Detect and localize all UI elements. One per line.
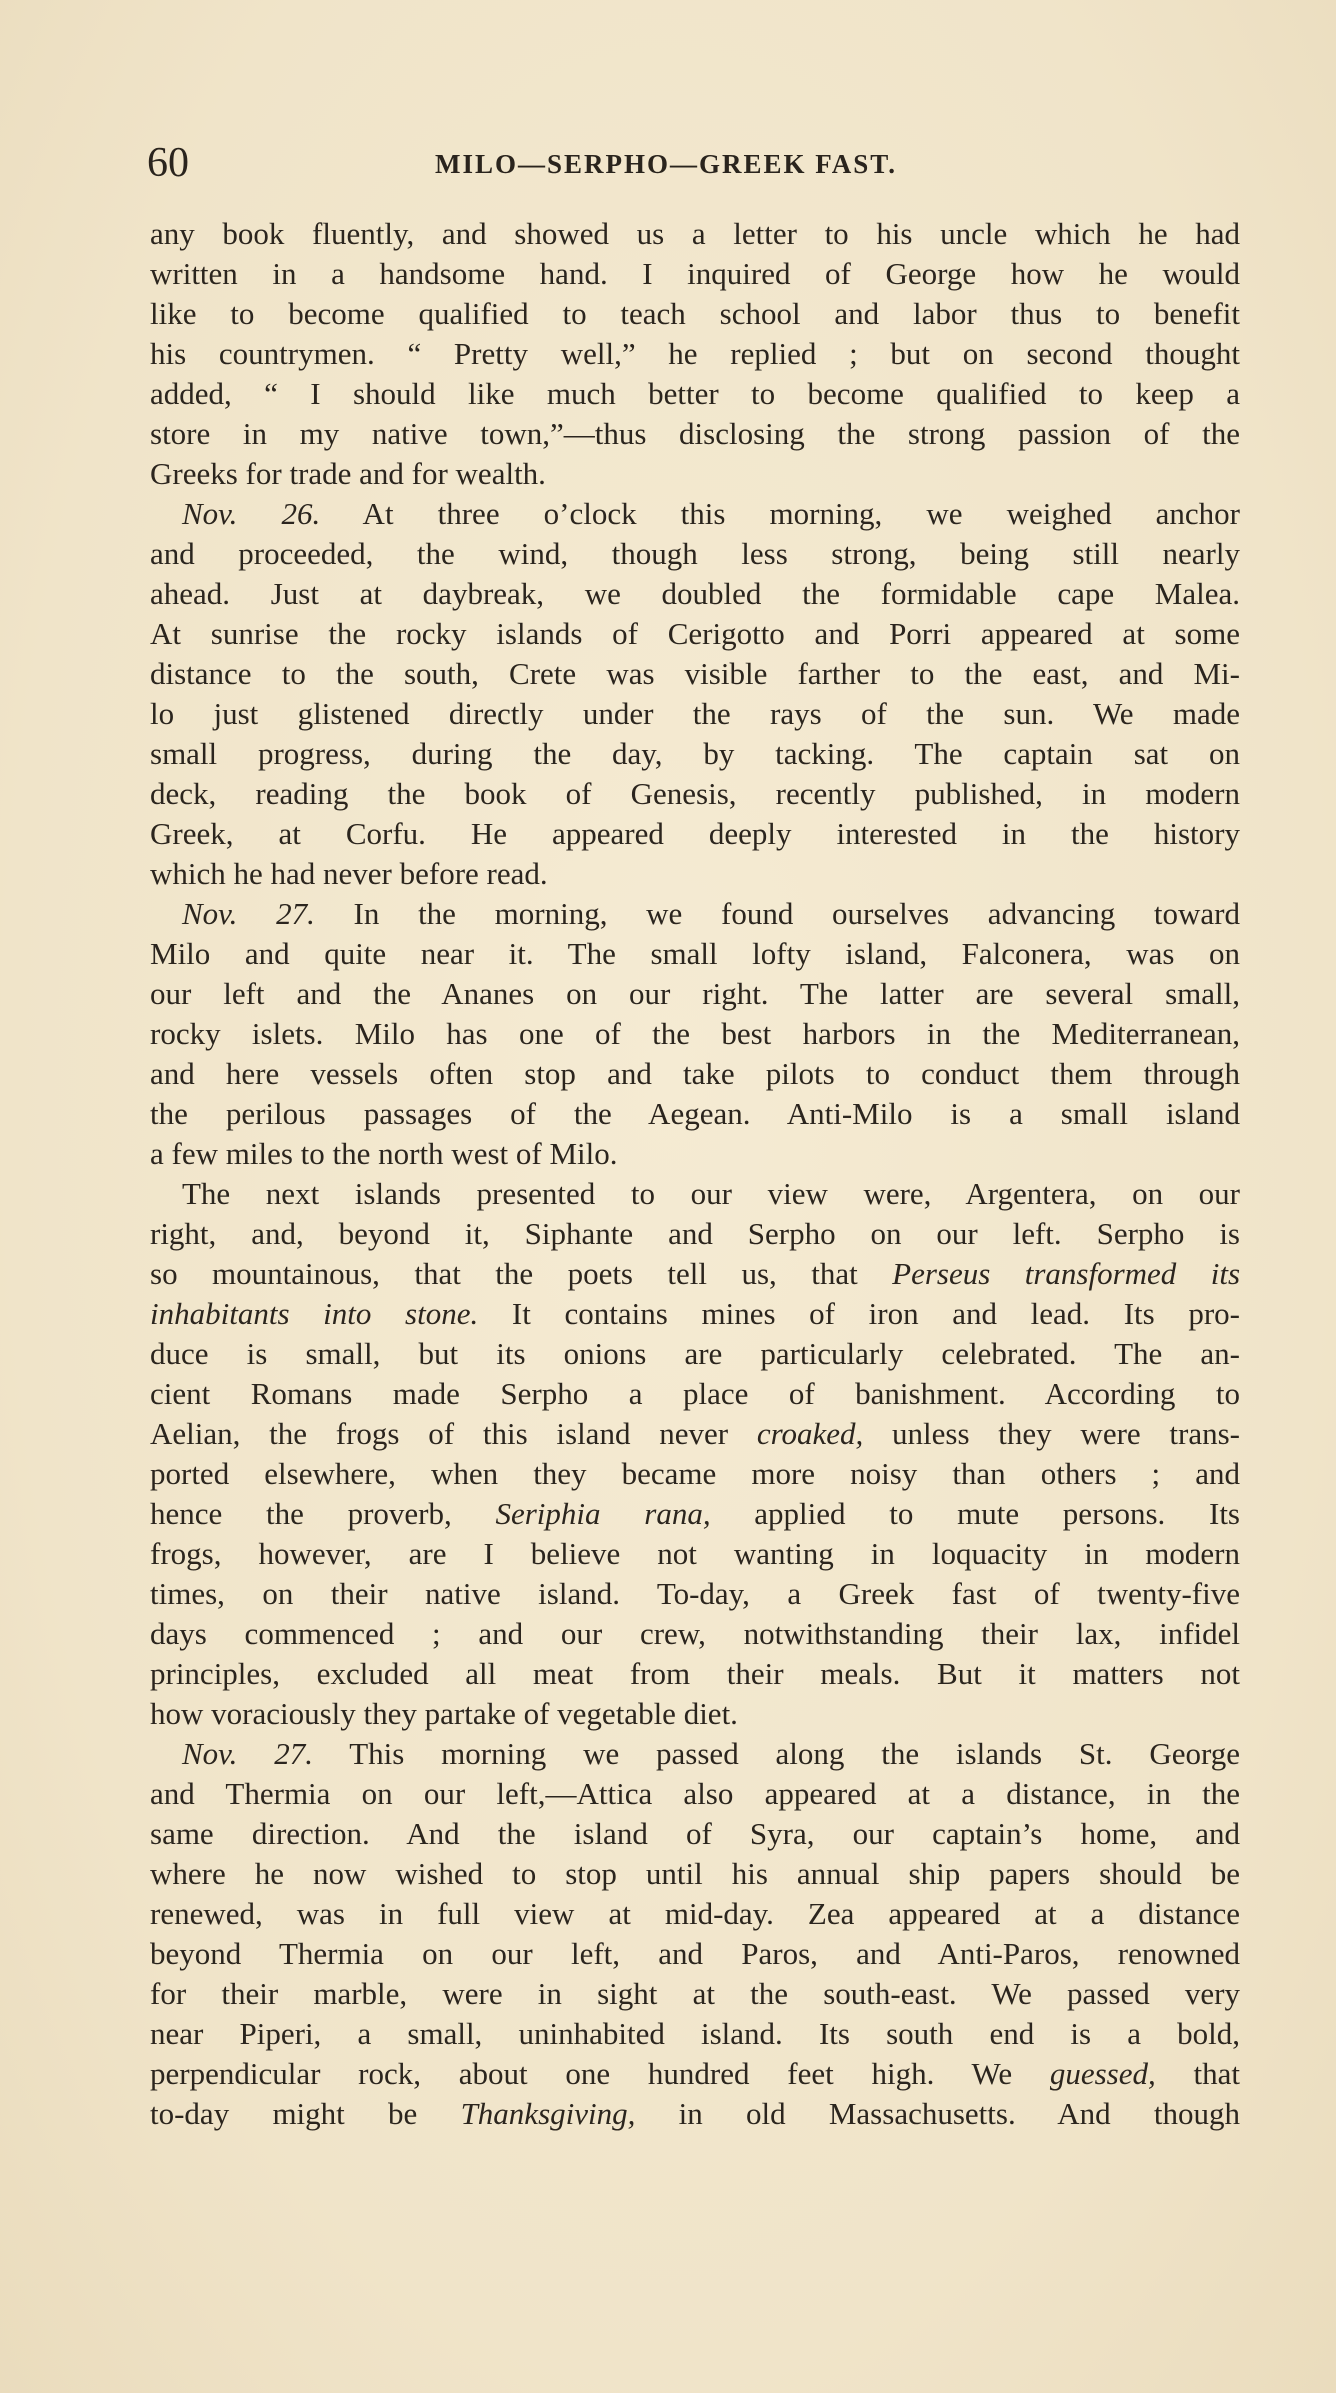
text-span: unless they were trans- [863,1416,1241,1451]
text-line: ahead. Just at daybreak, we doubled the formidable cape Malea. [150,576,1240,611]
text-line: which he had never before read. [150,856,548,891]
text-span: hence the proverb, [150,1496,496,1531]
text-line: his countrymen. “ Pretty well,” he replied ; but on second thought [150,336,1240,371]
text-line: small progress, during the day, by tacking. The captain sat on [150,736,1240,771]
text-line: At sunrise the rocky islands of Cerigotto and Porri appeared at some [150,616,1240,651]
italic-phrase: Thanksgiving, [460,2096,636,2131]
text-line [150,2054,1240,2094]
text-line: added, “ I should like much better to become qualified to keep a [150,376,1240,411]
text-line: right, and, beyond it, Siphante and Serpho on our left. Serpho is [150,1216,1240,1251]
text-line: for their marble, were in sight at the south-east. We passed very [150,1976,1240,2011]
text-line: same direction. And the island of Syra, our captain’s home, and [150,1816,1240,1851]
italic-phrase: Perseus transformed its [892,1256,1241,1291]
text-line [150,1494,1240,1534]
text-span: It contains mines of iron and lead. Its pro- [478,1296,1240,1331]
text-line [150,1734,1240,1774]
text-line: store in my native town,”—thus disclosing the strong passion of the [150,416,1240,451]
text-line: Greeks for trade and for wealth. [150,456,546,491]
text-line: and Thermia on our left,—Attica also appeared at a distance, in the [150,1776,1240,1811]
text-line: lo just glistened directly under the rays of the sun. We made [150,696,1240,731]
text-line [150,2094,1240,2134]
text-line: our left and the Ananes on our right. The latter are several small, [150,976,1240,1011]
text-line [150,1254,1240,1294]
text-line: the perilous passages of the Aegean. Anti-Milo is a small island [150,1096,1240,1131]
italic-phrase: Seriphia rana, [495,1496,711,1531]
text-line [150,1294,1240,1334]
text-line: Greek, at Corfu. He appeared deeply interested in the history [150,816,1240,851]
text-line: near Piperi, a small, uninhabited island. Its south end is a bold, [150,2016,1240,2051]
text-line: times, on their native island. To-day, a Greek fast of twenty-five [150,1576,1240,1611]
body-text [150,214,1240,2134]
date-label: Nov. 27. [182,1736,313,1771]
page-header [147,138,1237,188]
italic-phrase: inhabitants into stone. [150,1296,479,1331]
text-line: where he now wished to stop until his annual ship papers should be [150,1856,1240,1891]
date-label: Nov. 26. [182,496,321,531]
text-line: beyond Thermia on our left, and Paros, and Anti-Paros, renowned [150,1936,1240,1971]
text-line: days commenced ; and our crew, notwithstanding their lax, infidel [150,1616,1240,1651]
text-line [150,1414,1240,1454]
running-head: MILO—SERPHO—GREEK FAST. [435,149,898,179]
italic-phrase: guessed, [1049,2056,1156,2091]
text-line: frogs, however, are I believe not wanting in loquacity in modern [150,1536,1240,1571]
text-line: and proceeded, the wind, though less strong, being still nearly [150,536,1240,571]
text-line: duce is small, but its onions are particularly celebrated. The an- [150,1336,1240,1371]
text-line: renewed, was in full view at mid-day. Zea appeared at a distance [150,1896,1240,1931]
text-line: distance to the south, Crete was visible farther to the east, and Mi- [150,656,1240,691]
text-line: The next islands presented to our view were, Argentera, on our [182,1176,1240,1211]
text-line: how voraciously they partake of vegetable diet. [150,1696,738,1731]
text-line: written in a handsome hand. I inquired of George how he would [150,256,1240,291]
text-line [150,494,1240,534]
text-line [150,894,1240,934]
text-span: Aelian, the frogs of this island never [150,1416,757,1451]
text-span: At three o’clock this morning, we weighed anchor [320,496,1240,531]
text-span: so mountainous, that the poets tell us, that [150,1256,893,1291]
text-line: deck, reading the book of Genesis, recently published, in modern [150,776,1240,811]
text-span: applied to mute persons. Its [710,1496,1240,1531]
text-line: rocky islets. Milo has one of the best harbors in the Mediterranean, [150,1016,1240,1051]
text-span: This morning we passed along the islands St. George [312,1736,1240,1771]
page-number: 60 [147,140,189,186]
text-line: like to become qualified to teach school and labor thus to benefit [150,296,1240,331]
text-line: principles, excluded all meat from their meals. But it matters not [150,1656,1240,1691]
text-line: Milo and quite near it. The small lofty island, Falconera, was on [150,936,1240,971]
italic-phrase: croaked, [756,1416,864,1451]
text-span: in old Massachusetts. And though [635,2096,1240,2131]
text-span: to-day might be [150,2096,461,2131]
text-line: any book fluently, and showed us a letter to his uncle which he had [150,216,1240,251]
text-span: that [1155,2056,1240,2091]
text-line: a few miles to the north west of Milo. [150,1136,618,1171]
text-span: In the morning, we found ourselves advancing toward [314,896,1240,931]
text-span: perpendicular rock, about one hundred feet high. We [150,2056,1050,2091]
date-label: Nov. 27. [182,896,315,931]
text-line: and here vessels often stop and take pilots to conduct them through [150,1056,1240,1091]
text-line: cient Romans made Serpho a place of banishment. According to [150,1376,1240,1411]
text-line: ported elsewhere, when they became more noisy than others ; and [150,1456,1240,1491]
